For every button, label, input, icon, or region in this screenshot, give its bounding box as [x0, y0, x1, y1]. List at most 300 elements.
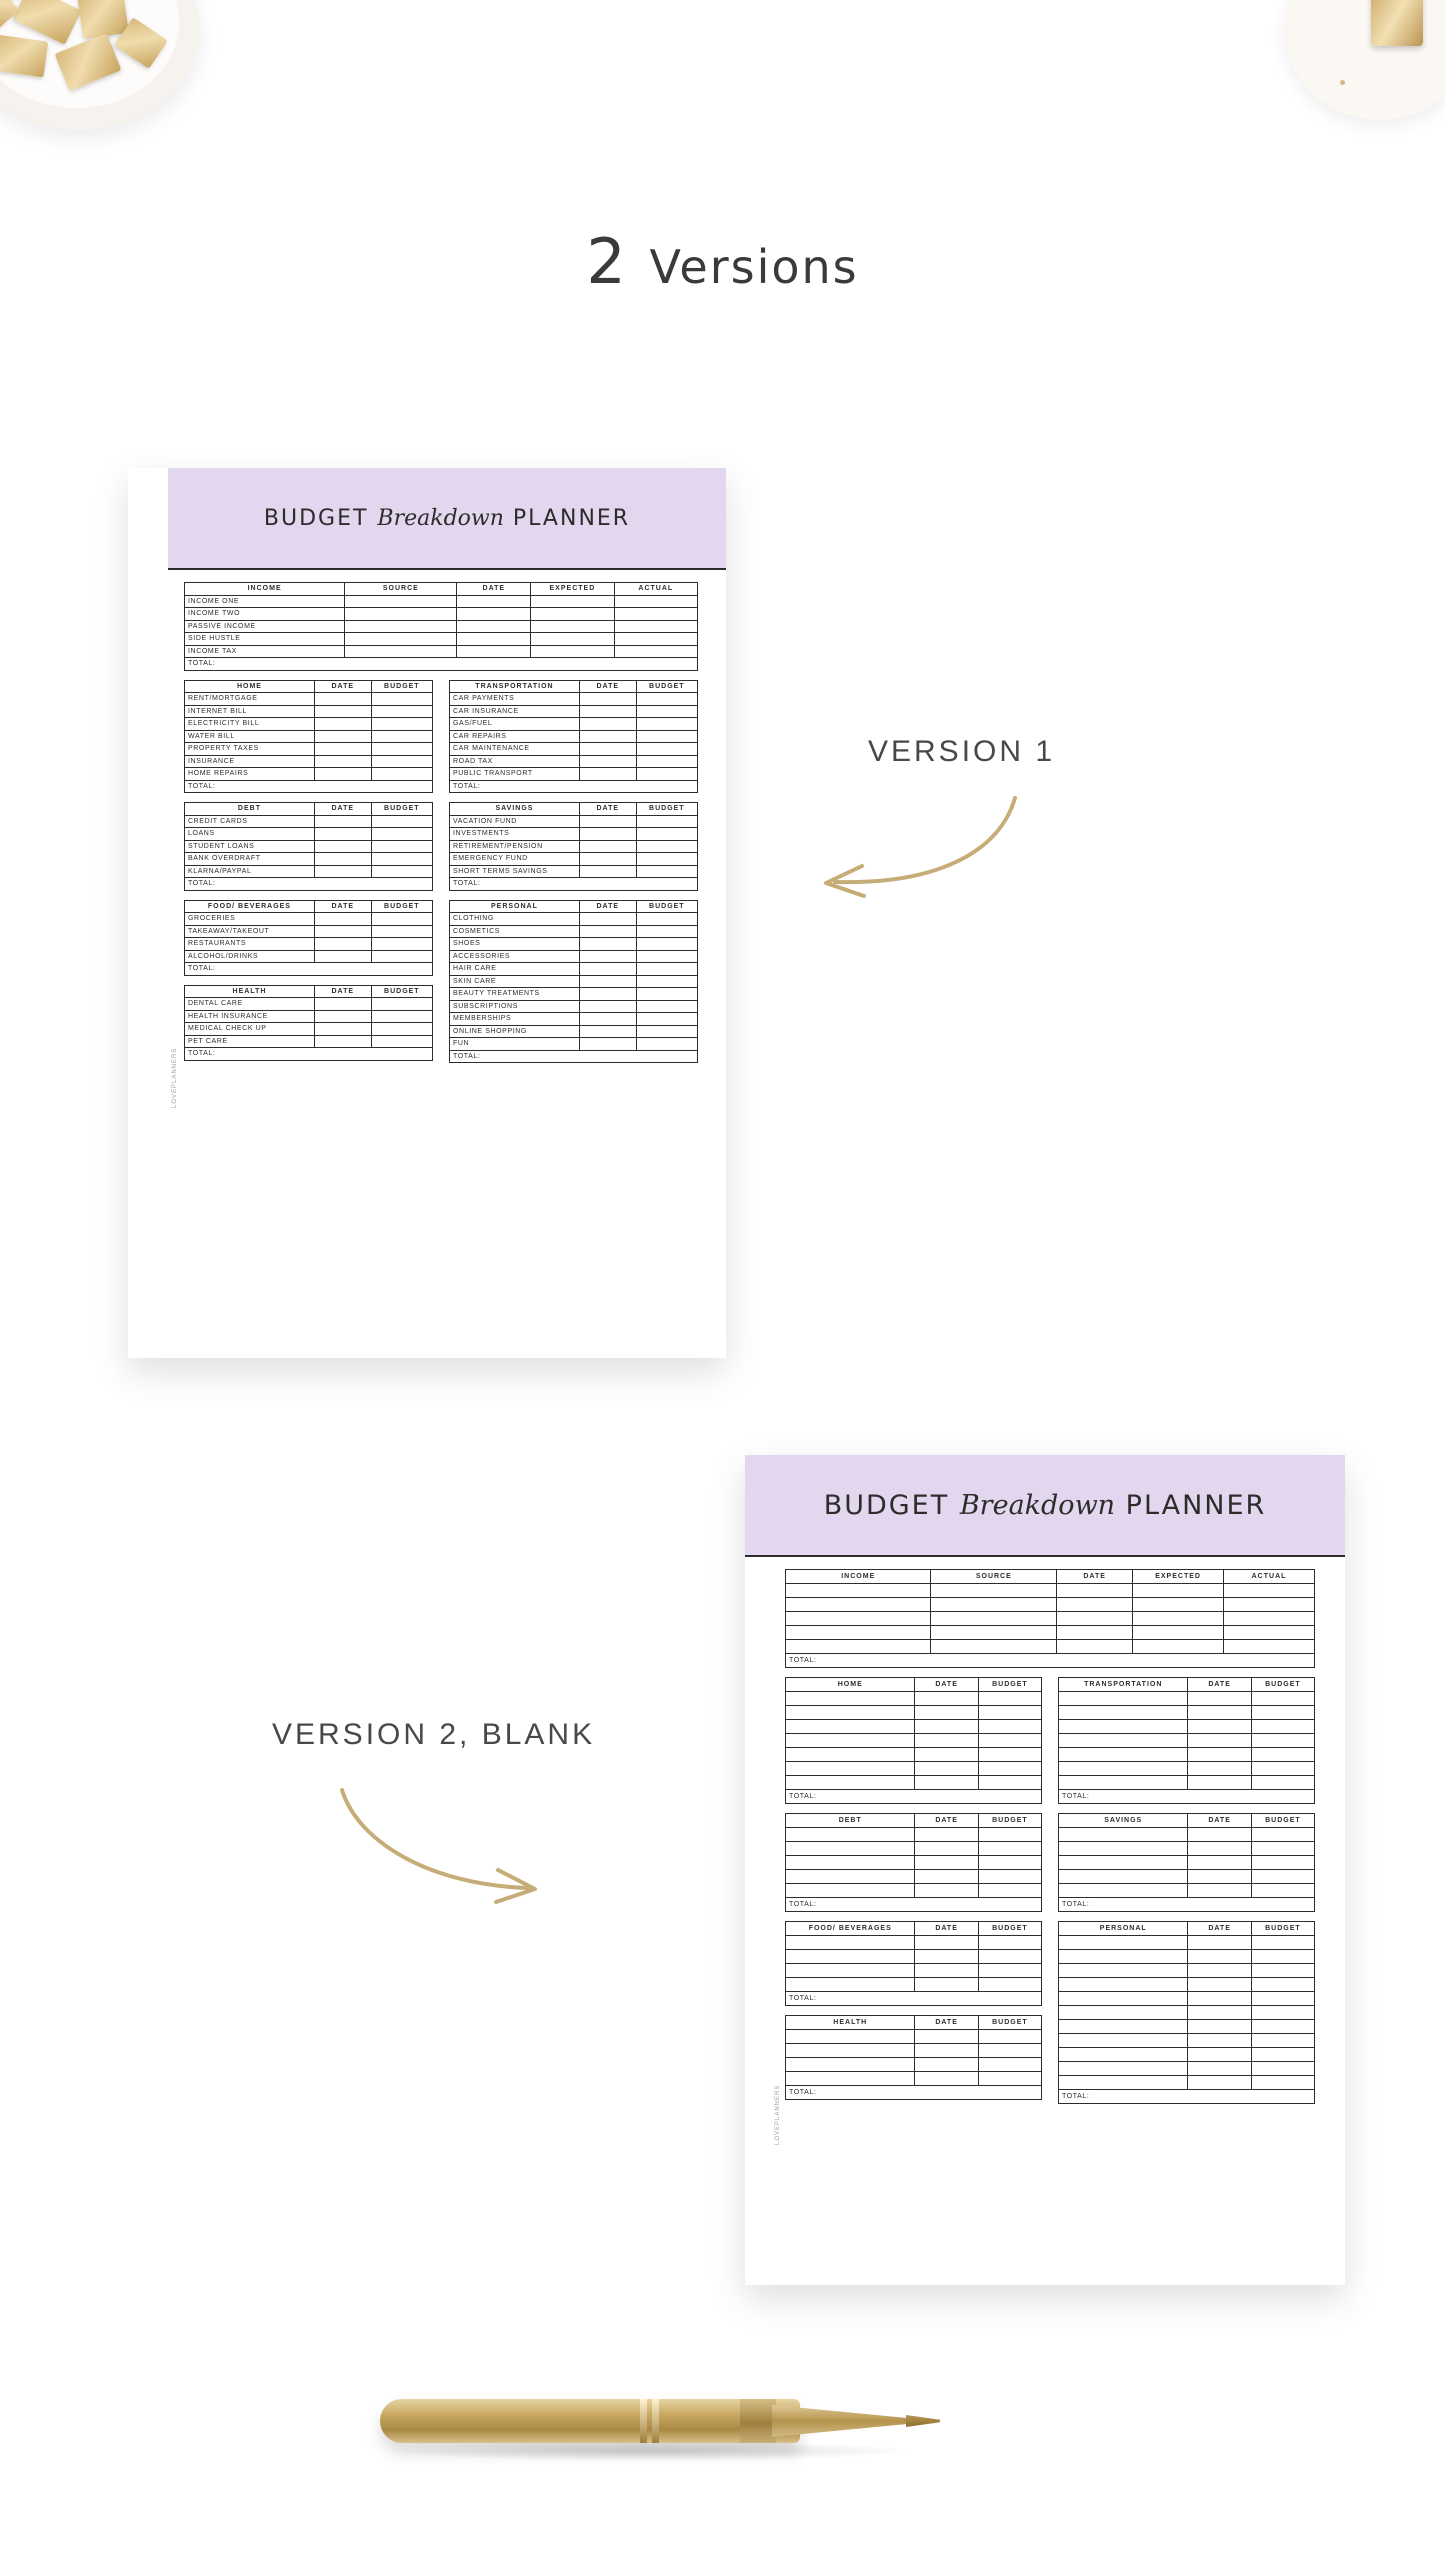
table-row[interactable] — [450, 768, 698, 781]
cell-date[interactable] — [457, 645, 531, 658]
cell-date[interactable] — [579, 963, 636, 976]
cell-date[interactable] — [579, 730, 636, 743]
cell-date[interactable] — [314, 1023, 371, 1036]
table-row[interactable] — [450, 1025, 698, 1038]
cell-blank[interactable] — [1251, 1692, 1314, 1706]
cell-budget[interactable] — [371, 913, 432, 926]
cell-date[interactable] — [579, 913, 636, 926]
cell-blank[interactable] — [786, 1964, 915, 1978]
cell-budget[interactable] — [636, 938, 697, 951]
transportation-table[interactable] — [449, 680, 698, 794]
cell-blank[interactable] — [978, 1978, 1041, 1992]
table-row[interactable] — [786, 1748, 1042, 1762]
table-row[interactable] — [1059, 1734, 1315, 1748]
cell-blank[interactable] — [786, 1640, 931, 1654]
cell-date[interactable] — [457, 595, 531, 608]
cell-budget[interactable] — [371, 1023, 432, 1036]
cell-blank[interactable] — [1188, 1870, 1251, 1884]
cell-blank[interactable] — [786, 1870, 915, 1884]
cell-date[interactable] — [579, 1025, 636, 1038]
table-row[interactable] — [450, 913, 698, 926]
table-row[interactable] — [185, 645, 698, 658]
table-row[interactable] — [1059, 1720, 1315, 1734]
table-row[interactable] — [185, 595, 698, 608]
cell-blank[interactable] — [978, 2044, 1041, 2058]
cell-expected[interactable] — [531, 620, 614, 633]
cell-blank[interactable] — [1251, 2034, 1314, 2048]
cell-date[interactable] — [579, 828, 636, 841]
cell-blank[interactable] — [1251, 2006, 1314, 2020]
cell-blank[interactable] — [786, 1884, 915, 1898]
cell-blank[interactable] — [915, 2044, 978, 2058]
cell-actual[interactable] — [614, 608, 697, 621]
table-row[interactable] — [786, 2072, 1042, 2086]
cell-blank[interactable] — [786, 1598, 931, 1612]
cell-blank[interactable] — [931, 1584, 1057, 1598]
cell-blank[interactable] — [915, 1692, 978, 1706]
cell-budget[interactable] — [371, 840, 432, 853]
table-row[interactable] — [1059, 1692, 1315, 1706]
table-row[interactable] — [185, 925, 433, 938]
table-row[interactable] — [786, 1692, 1042, 1706]
debt-table-blank[interactable] — [785, 1813, 1042, 1912]
table-row[interactable] — [185, 815, 433, 828]
table-row[interactable] — [185, 950, 433, 963]
cell-blank[interactable] — [1059, 2048, 1188, 2062]
table-row[interactable] — [786, 1612, 1315, 1626]
table-row[interactable] — [786, 2030, 1042, 2044]
cell-blank[interactable] — [1188, 1692, 1251, 1706]
cell-blank[interactable] — [786, 1692, 915, 1706]
cell-budget[interactable] — [636, 1000, 697, 1013]
cell-blank[interactable] — [1059, 1950, 1188, 1964]
cell-source[interactable] — [345, 595, 457, 608]
cell-budget[interactable] — [371, 768, 432, 781]
cell-budget[interactable] — [636, 975, 697, 988]
cell-budget[interactable] — [636, 718, 697, 731]
table-row[interactable] — [450, 705, 698, 718]
table-row[interactable] — [185, 1023, 433, 1036]
cell-date[interactable] — [579, 693, 636, 706]
cell-blank[interactable] — [786, 1950, 915, 1964]
food-beverages-table-blank[interactable] — [785, 1921, 1042, 2006]
cell-budget[interactable] — [636, 840, 697, 853]
table-row[interactable] — [1059, 2006, 1315, 2020]
cell-blank[interactable] — [915, 1762, 978, 1776]
cell-blank[interactable] — [978, 1884, 1041, 1898]
cell-actual[interactable] — [614, 645, 697, 658]
cell-date[interactable] — [314, 938, 371, 951]
cell-blank[interactable] — [1057, 1626, 1133, 1640]
cell-date[interactable] — [314, 925, 371, 938]
cell-date[interactable] — [314, 1035, 371, 1048]
debt-table[interactable] — [184, 802, 433, 891]
table-row[interactable] — [786, 1706, 1042, 1720]
cell-blank[interactable] — [786, 1842, 915, 1856]
cell-budget[interactable] — [636, 865, 697, 878]
table-row[interactable] — [786, 2044, 1042, 2058]
cell-date[interactable] — [579, 768, 636, 781]
cell-date[interactable] — [314, 1010, 371, 1023]
cell-blank[interactable] — [915, 1706, 978, 1720]
table-row[interactable] — [1059, 1828, 1315, 1842]
table-row[interactable] — [185, 913, 433, 926]
cell-blank[interactable] — [786, 1720, 915, 1734]
cell-budget[interactable] — [636, 693, 697, 706]
table-row[interactable] — [450, 865, 698, 878]
cell-date[interactable] — [314, 840, 371, 853]
table-row[interactable] — [450, 938, 698, 951]
cell-date[interactable] — [314, 853, 371, 866]
table-row[interactable] — [1059, 1748, 1315, 1762]
cell-blank[interactable] — [1188, 1720, 1251, 1734]
cell-date[interactable] — [579, 865, 636, 878]
cell-blank[interactable] — [915, 1776, 978, 1790]
cell-blank[interactable] — [978, 1950, 1041, 1964]
cell-blank[interactable] — [786, 1612, 931, 1626]
cell-budget[interactable] — [636, 925, 697, 938]
table-row[interactable] — [1059, 1992, 1315, 2006]
table-row[interactable] — [786, 2058, 1042, 2072]
table-row[interactable] — [185, 608, 698, 621]
cell-date[interactable] — [314, 730, 371, 743]
table-row[interactable] — [1059, 2062, 1315, 2076]
cell-budget[interactable] — [371, 950, 432, 963]
cell-blank[interactable] — [1251, 2020, 1314, 2034]
table-row[interactable] — [185, 828, 433, 841]
food-beverages-table[interactable] — [184, 900, 433, 976]
table-row[interactable] — [450, 1038, 698, 1051]
cell-blank[interactable] — [915, 1978, 978, 1992]
cell-blank[interactable] — [1057, 1640, 1133, 1654]
table-row[interactable] — [1059, 2034, 1315, 2048]
table-row[interactable] — [786, 1978, 1042, 1992]
cell-date[interactable] — [579, 1038, 636, 1051]
personal-table[interactable] — [449, 900, 698, 1064]
table-row[interactable] — [450, 975, 698, 988]
table-row[interactable] — [450, 853, 698, 866]
table-row[interactable] — [1059, 1884, 1315, 1898]
table-row[interactable] — [786, 1884, 1042, 1898]
table-row[interactable] — [450, 925, 698, 938]
cell-date[interactable] — [314, 705, 371, 718]
cell-blank[interactable] — [915, 1842, 978, 1856]
cell-date[interactable] — [457, 608, 531, 621]
cell-blank[interactable] — [786, 2044, 915, 2058]
cell-blank[interactable] — [1059, 1870, 1188, 1884]
cell-blank[interactable] — [915, 2058, 978, 2072]
cell-blank[interactable] — [931, 1598, 1057, 1612]
cell-date[interactable] — [579, 950, 636, 963]
cell-budget[interactable] — [636, 963, 697, 976]
cell-blank[interactable] — [1188, 1828, 1251, 1842]
cell-blank[interactable] — [786, 1748, 915, 1762]
table-row[interactable] — [786, 1964, 1042, 1978]
health-table-blank[interactable] — [785, 2015, 1042, 2100]
table-row[interactable] — [185, 718, 433, 731]
cell-source[interactable] — [345, 645, 457, 658]
cell-blank[interactable] — [1251, 1842, 1314, 1856]
cell-budget[interactable] — [371, 743, 432, 756]
table-row[interactable] — [1059, 1842, 1315, 1856]
cell-date[interactable] — [314, 718, 371, 731]
cell-blank[interactable] — [978, 2030, 1041, 2044]
cell-blank[interactable] — [931, 1626, 1057, 1640]
cell-blank[interactable] — [1059, 2006, 1188, 2020]
cell-blank[interactable] — [978, 1856, 1041, 1870]
table-row[interactable] — [450, 730, 698, 743]
cell-blank[interactable] — [786, 2058, 915, 2072]
cell-date[interactable] — [314, 768, 371, 781]
transportation-table-blank[interactable] — [1058, 1677, 1315, 1804]
table-row[interactable] — [786, 1640, 1315, 1654]
cell-blank[interactable] — [1251, 2076, 1314, 2090]
cell-blank[interactable] — [1188, 2076, 1251, 2090]
cell-blank[interactable] — [1188, 1706, 1251, 1720]
cell-blank[interactable] — [786, 1776, 915, 1790]
cell-blank[interactable] — [1188, 2062, 1251, 2076]
cell-blank[interactable] — [978, 1762, 1041, 1776]
cell-blank[interactable] — [1057, 1612, 1133, 1626]
cell-blank[interactable] — [1059, 1734, 1188, 1748]
cell-blank[interactable] — [1224, 1584, 1315, 1598]
cell-blank[interactable] — [1251, 1706, 1314, 1720]
cell-blank[interactable] — [1188, 2006, 1251, 2020]
cell-blank[interactable] — [1133, 1584, 1224, 1598]
cell-blank[interactable] — [1188, 1964, 1251, 1978]
cell-date[interactable] — [314, 743, 371, 756]
cell-budget[interactable] — [636, 1025, 697, 1038]
cell-blank[interactable] — [1251, 1884, 1314, 1898]
cell-budget[interactable] — [371, 998, 432, 1011]
cell-blank[interactable] — [1133, 1640, 1224, 1654]
cell-blank[interactable] — [1224, 1598, 1315, 1612]
cell-blank[interactable] — [1059, 1720, 1188, 1734]
table-row[interactable] — [450, 950, 698, 963]
table-row[interactable] — [786, 1626, 1315, 1640]
cell-blank[interactable] — [1188, 1936, 1251, 1950]
cell-blank[interactable] — [1059, 1748, 1188, 1762]
cell-blank[interactable] — [1188, 1762, 1251, 1776]
table-row[interactable] — [786, 1762, 1042, 1776]
cell-date[interactable] — [314, 828, 371, 841]
income-table[interactable] — [184, 582, 698, 671]
table-row[interactable] — [1059, 1936, 1315, 1950]
table-row[interactable] — [786, 1950, 1042, 1964]
personal-table-blank[interactable] — [1058, 1921, 1315, 2104]
cell-blank[interactable] — [1251, 2062, 1314, 2076]
cell-budget[interactable] — [636, 768, 697, 781]
cell-blank[interactable] — [1188, 1748, 1251, 1762]
cell-date[interactable] — [457, 633, 531, 646]
table-row[interactable] — [1059, 2048, 1315, 2062]
table-row[interactable] — [450, 1000, 698, 1013]
table-row[interactable] — [786, 1842, 1042, 1856]
table-row[interactable] — [450, 963, 698, 976]
cell-blank[interactable] — [1188, 1734, 1251, 1748]
cell-blank[interactable] — [1059, 2034, 1188, 2048]
cell-budget[interactable] — [636, 815, 697, 828]
table-row[interactable] — [185, 743, 433, 756]
table-row[interactable] — [185, 1035, 433, 1048]
cell-blank[interactable] — [978, 2058, 1041, 2072]
table-row[interactable] — [1059, 1978, 1315, 1992]
cell-date[interactable] — [314, 815, 371, 828]
cell-date[interactable] — [579, 743, 636, 756]
cell-budget[interactable] — [636, 950, 697, 963]
cell-date[interactable] — [314, 913, 371, 926]
cell-blank[interactable] — [915, 1936, 978, 1950]
cell-blank[interactable] — [915, 1856, 978, 1870]
cell-blank[interactable] — [978, 1828, 1041, 1842]
cell-blank[interactable] — [786, 1626, 931, 1640]
table-row[interactable] — [185, 755, 433, 768]
cell-blank[interactable] — [1057, 1598, 1133, 1612]
table-row[interactable] — [450, 693, 698, 706]
cell-blank[interactable] — [1059, 1776, 1188, 1790]
table-row[interactable] — [1059, 1776, 1315, 1790]
cell-budget[interactable] — [371, 1035, 432, 1048]
cell-blank[interactable] — [1059, 1842, 1188, 1856]
cell-blank[interactable] — [978, 1692, 1041, 1706]
cell-blank[interactable] — [1059, 1978, 1188, 1992]
cell-blank[interactable] — [978, 1734, 1041, 1748]
cell-date[interactable] — [579, 815, 636, 828]
cell-date[interactable] — [579, 755, 636, 768]
cell-date[interactable] — [579, 1000, 636, 1013]
cell-blank[interactable] — [1059, 2062, 1188, 2076]
cell-blank[interactable] — [786, 1762, 915, 1776]
cell-blank[interactable] — [1251, 1856, 1314, 1870]
table-row[interactable] — [185, 853, 433, 866]
cell-date[interactable] — [314, 755, 371, 768]
cell-blank[interactable] — [786, 1856, 915, 1870]
table-row[interactable] — [786, 1720, 1042, 1734]
cell-blank[interactable] — [1224, 1626, 1315, 1640]
cell-date[interactable] — [579, 988, 636, 1001]
income-table-blank[interactable] — [785, 1569, 1315, 1668]
cell-budget[interactable] — [371, 730, 432, 743]
planner-version-2-sheet[interactable] — [745, 1455, 1345, 2285]
savings-table-blank[interactable] — [1058, 1813, 1315, 1912]
cell-blank[interactable] — [978, 1748, 1041, 1762]
cell-blank[interactable] — [1251, 1734, 1314, 1748]
cell-blank[interactable] — [1251, 1748, 1314, 1762]
cell-budget[interactable] — [636, 1038, 697, 1051]
cell-blank[interactable] — [1059, 1828, 1188, 1842]
cell-blank[interactable] — [1133, 1626, 1224, 1640]
cell-source[interactable] — [345, 620, 457, 633]
table-row[interactable] — [1059, 1964, 1315, 1978]
table-row[interactable] — [185, 768, 433, 781]
cell-budget[interactable] — [371, 693, 432, 706]
table-row[interactable] — [450, 755, 698, 768]
table-row[interactable] — [450, 743, 698, 756]
cell-blank[interactable] — [978, 1842, 1041, 1856]
cell-budget[interactable] — [371, 828, 432, 841]
cell-blank[interactable] — [978, 1964, 1041, 1978]
table-row[interactable] — [450, 815, 698, 828]
cell-actual[interactable] — [614, 633, 697, 646]
table-row[interactable] — [450, 828, 698, 841]
cell-blank[interactable] — [1251, 1776, 1314, 1790]
cell-blank[interactable] — [1188, 1992, 1251, 2006]
cell-budget[interactable] — [371, 925, 432, 938]
table-row[interactable] — [1059, 1856, 1315, 1870]
cell-budget[interactable] — [371, 938, 432, 951]
savings-table[interactable] — [449, 802, 698, 891]
table-row[interactable] — [185, 705, 433, 718]
table-row[interactable] — [786, 1584, 1315, 1598]
cell-date[interactable] — [579, 840, 636, 853]
cell-blank[interactable] — [1188, 1776, 1251, 1790]
cell-budget[interactable] — [371, 865, 432, 878]
cell-blank[interactable] — [915, 1884, 978, 1898]
table-row[interactable] — [1059, 1762, 1315, 1776]
table-row[interactable] — [786, 1776, 1042, 1790]
table-row[interactable] — [185, 633, 698, 646]
cell-blank[interactable] — [931, 1640, 1057, 1654]
cell-blank[interactable] — [915, 1950, 978, 1964]
cell-blank[interactable] — [1251, 1870, 1314, 1884]
cell-date[interactable] — [579, 975, 636, 988]
cell-blank[interactable] — [786, 1828, 915, 1842]
cell-blank[interactable] — [1188, 1842, 1251, 1856]
cell-blank[interactable] — [915, 2072, 978, 2086]
cell-budget[interactable] — [636, 1013, 697, 1026]
cell-blank[interactable] — [786, 1706, 915, 1720]
cell-budget[interactable] — [371, 705, 432, 718]
cell-source[interactable] — [345, 633, 457, 646]
cell-budget[interactable] — [636, 828, 697, 841]
cell-blank[interactable] — [1059, 1884, 1188, 1898]
cell-blank[interactable] — [1251, 1992, 1314, 2006]
table-row[interactable] — [1059, 1870, 1315, 1884]
cell-actual[interactable] — [614, 595, 697, 608]
health-table[interactable] — [184, 985, 433, 1061]
cell-blank[interactable] — [786, 1734, 915, 1748]
cell-budget[interactable] — [636, 743, 697, 756]
cell-blank[interactable] — [1133, 1598, 1224, 1612]
cell-expected[interactable] — [531, 608, 614, 621]
cell-date[interactable] — [579, 853, 636, 866]
cell-blank[interactable] — [1251, 1964, 1314, 1978]
table-row[interactable] — [185, 693, 433, 706]
cell-blank[interactable] — [1059, 1762, 1188, 1776]
cell-date[interactable] — [314, 865, 371, 878]
cell-blank[interactable] — [915, 1828, 978, 1842]
cell-blank[interactable] — [915, 1734, 978, 1748]
table-row[interactable] — [786, 1598, 1315, 1612]
cell-blank[interactable] — [1059, 1706, 1188, 1720]
cell-blank[interactable] — [915, 1964, 978, 1978]
cell-blank[interactable] — [1251, 1720, 1314, 1734]
cell-expected[interactable] — [531, 633, 614, 646]
cell-blank[interactable] — [786, 1584, 931, 1598]
cell-blank[interactable] — [1133, 1612, 1224, 1626]
table-row[interactable] — [786, 1936, 1042, 1950]
cell-budget[interactable] — [636, 755, 697, 768]
table-row[interactable] — [185, 1010, 433, 1023]
cell-blank[interactable] — [978, 1776, 1041, 1790]
cell-blank[interactable] — [1059, 2020, 1188, 2034]
cell-budget[interactable] — [636, 705, 697, 718]
cell-blank[interactable] — [915, 1870, 978, 1884]
cell-blank[interactable] — [978, 1706, 1041, 1720]
table-row[interactable] — [1059, 2020, 1315, 2034]
cell-blank[interactable] — [1188, 2034, 1251, 2048]
cell-blank[interactable] — [978, 2072, 1041, 2086]
